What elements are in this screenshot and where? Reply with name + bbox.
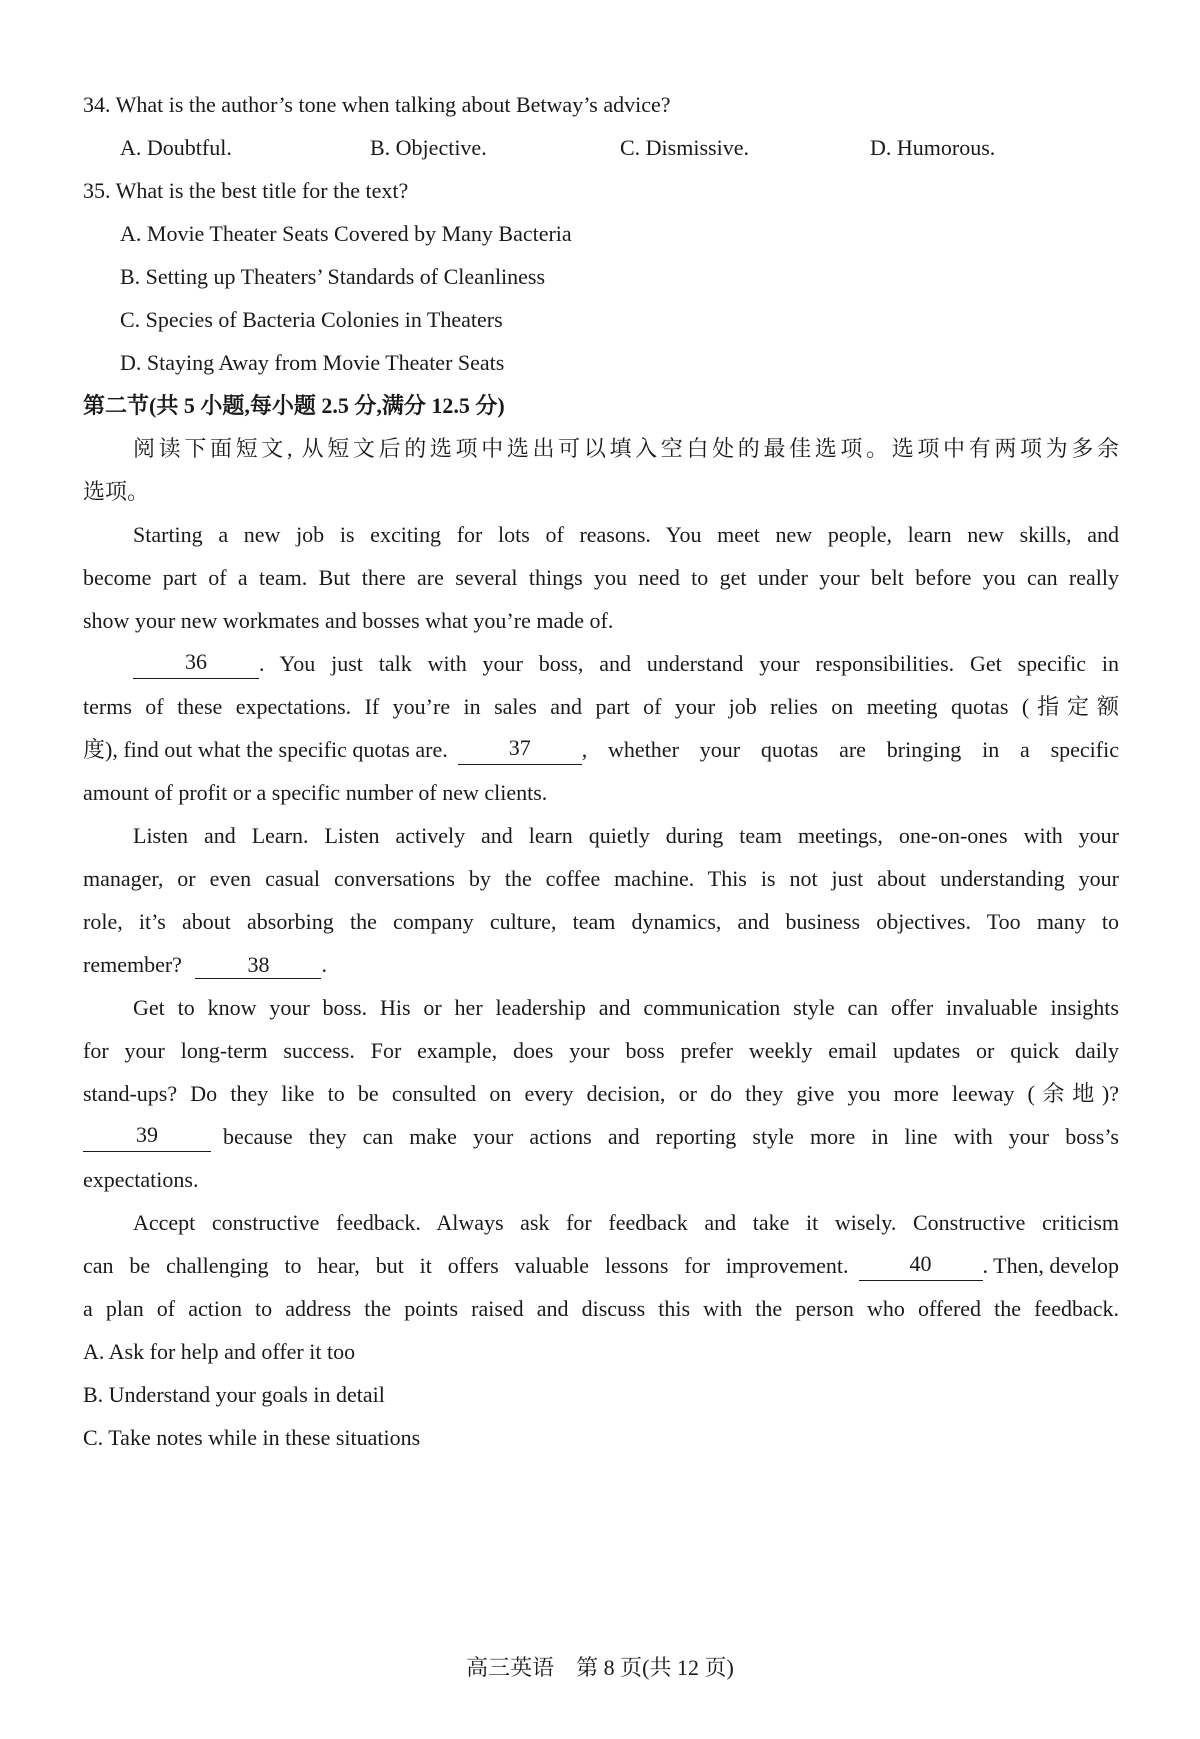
passage-line: Listen and Learn. Listen actively and learn quietly during team meetings, one-on-ones with your xyxy=(133,823,1119,848)
blank-38: 38 xyxy=(195,952,321,979)
choice-c: C. Take notes while in these situations xyxy=(83,1425,421,1450)
option-35-b: B. Setting up Theaters’ Standards of Cleanliness xyxy=(120,264,546,289)
page-footer: 高三英语 第 8 页(共 12 页) xyxy=(466,1655,734,1680)
option-35-c: C. Species of Bacteria Colonies in Theaters xyxy=(120,307,503,332)
option-34-d: D. Humorous. xyxy=(870,135,996,160)
passage-line: Accept constructive feedback. Always ask for feedback and take it wisely. Constructive criticism xyxy=(133,1210,1119,1235)
passage-line: show your new workmates and bosses what you’re made of. xyxy=(83,608,614,633)
passage-line: amount of profit or a specific number of new clients. xyxy=(83,780,548,805)
passage-text: . xyxy=(321,952,327,977)
option-35-d: D. Staying Away from Movie Theater Seats xyxy=(120,350,505,375)
passage-line: manager, or even casual conversations by the coffee machine. This is not just about understanding your xyxy=(83,866,1119,891)
blank-40: 40 xyxy=(859,1251,983,1281)
passage-text: . You just talk with your boss, and understand your responsibilities. Get specific in xyxy=(259,651,1119,676)
passage-text: remember? xyxy=(83,952,182,977)
passage-line: for your long-term success. For example, does your boss prefer weekly email updates or quick daily xyxy=(83,1038,1119,1063)
passage-line: Starting a new job is exciting for lots of reasons. You meet new people, learn new skills, and xyxy=(133,522,1119,547)
passage-line xyxy=(133,649,1119,679)
blank-36: 36 xyxy=(133,649,259,679)
passage-line: expectations. xyxy=(83,1167,199,1192)
passage-line: become part of a team. But there are several things you need to get under your belt before you can really xyxy=(83,565,1119,590)
passage-text: can be challenging to hear, but it offers valuable lessons for improvement. xyxy=(83,1253,849,1278)
passage-text: , whether your quotas are bringing in a specific xyxy=(581,737,1119,762)
passage-line xyxy=(83,1251,1119,1281)
passage-line xyxy=(83,950,1119,980)
passage-line: role, it’s about absorbing the company culture, team dynamics, and business objectives. Too many to xyxy=(83,909,1119,934)
option-34-c: C. Dismissive. xyxy=(620,135,749,160)
option-35-a: A. Movie Theater Seats Covered by Many Bacteria xyxy=(120,221,572,246)
question-34-stem: 34. What is the author’s tone when talking about Betway’s advice? xyxy=(83,92,671,117)
passage-line: stand-ups? Do they like to be consulted on every decision, or do they give you more leeway (余地)? xyxy=(83,1081,1119,1106)
option-34-b: B. Objective. xyxy=(370,135,487,160)
choice-b: B. Understand your goals in detail xyxy=(83,1382,385,1407)
section-title: 第二节(共 5 小题,每小题 2.5 分,满分 12.5 分) xyxy=(83,393,505,418)
passage-line: terms of these expectations. If you’re in sales and part of your job relies on meeting quotas (指定额 xyxy=(83,694,1119,719)
passage-line xyxy=(83,1122,1119,1152)
choice-a: A. Ask for help and offer it too xyxy=(83,1339,356,1364)
passage-text: . Then, develop xyxy=(982,1253,1119,1278)
passage-line xyxy=(83,735,1119,765)
passage-line: a plan of action to address the points raised and discuss this with the person who offered the feedback. xyxy=(83,1296,1119,1321)
question-34-options xyxy=(120,133,1120,163)
section-instruction-cont: 选项。 xyxy=(83,479,150,504)
passage-line: Get to know your boss. His or her leadership and communication style can offer invaluable insights xyxy=(133,995,1119,1020)
passage-text: 度), find out what the specific quotas are. xyxy=(83,737,448,762)
section-instruction: 阅读下面短文, 从短文后的选项中选出可以填入空白处的最佳选项。选项中有两项为多余 xyxy=(133,436,1119,461)
option-34-a: A. Doubtful. xyxy=(120,135,232,160)
blank-37: 37 xyxy=(458,735,582,765)
blank-39: 39 xyxy=(83,1122,211,1152)
passage-text: because they can make your actions and reporting style more in line with your boss’s xyxy=(223,1124,1119,1149)
question-35-stem: 35. What is the best title for the text? xyxy=(83,178,409,203)
